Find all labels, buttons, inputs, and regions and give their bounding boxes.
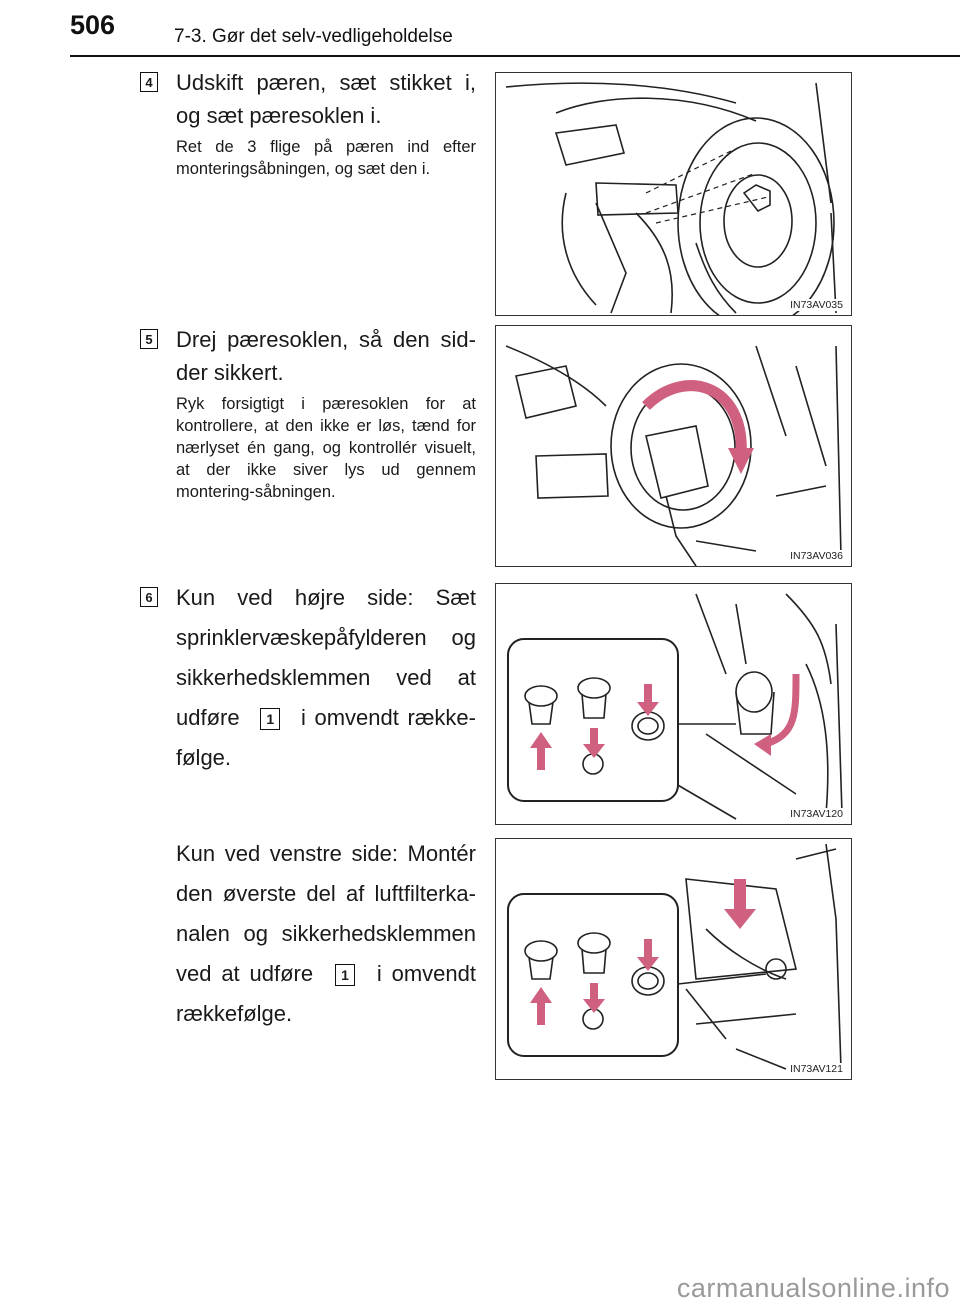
- step-5-detail: Ryk forsigtigt i pæresoklen for at kontrollere, at den ikke er løs, tænd for nærlyset én gang, og kontrollér visuelt, at der ikke siver lys ud gennem montering-såbningen.: [176, 395, 476, 501]
- figure-code: IN73AV120: [790, 808, 843, 820]
- figure-washer-filler: [495, 583, 852, 825]
- step-6-instruction-right: [176, 578, 476, 778]
- figure-bulb-insert: [495, 72, 852, 316]
- figure-code: IN73AV121: [790, 1063, 843, 1075]
- step-badge-6: 6: [140, 587, 158, 607]
- step-4-detail: Ret de 3 flige på pæren ind efter monteringsåbningen, og sæt den i.: [176, 138, 476, 178]
- header-rule: [70, 55, 960, 57]
- step-6-left-text-a: Kun ved venstre side: Montér den øverste del af luftfilterka-nalen og sikkerhedsklemmen ved at udføre: [176, 841, 476, 986]
- air-filter-duct-illustration: [496, 839, 851, 1079]
- watermark: carmanualsonline.info: [676, 1273, 950, 1303]
- page-header: [0, 0, 960, 56]
- bulb-rotate-illustration: [496, 326, 851, 566]
- figure-code: IN73AV036: [790, 550, 843, 562]
- step-ref-badge-1: 1: [260, 708, 280, 730]
- step-5-instruction: Drej pæresoklen, så den sid-der sikkert.: [176, 327, 476, 385]
- page-number: 506: [70, 10, 116, 40]
- step-6-text-b: i omvendt række-følge.: [176, 705, 476, 770]
- step-ref-badge-1: 1: [335, 964, 355, 986]
- step-badge-4: 4: [140, 72, 158, 92]
- step-badge-5: 5: [140, 329, 158, 349]
- bulb-insert-illustration: [496, 73, 851, 315]
- section-title: 7-3. Gør det selv-vedligeholdelse: [174, 26, 453, 47]
- step-6-instruction-left: [176, 834, 476, 1034]
- figure-air-filter-duct: [495, 838, 852, 1080]
- step-6-left-text-b: i omvendt rækkefølge.: [176, 961, 476, 1026]
- figure-code: IN73AV035: [790, 299, 843, 311]
- figure-bulb-rotate: [495, 325, 852, 567]
- washer-filler-illustration: [496, 584, 851, 824]
- step-4-instruction: Udskift pæren, sæt stikket i, og sæt pæresoklen i.: [176, 70, 476, 128]
- step-6-text-a: Kun ved højre side: Sæt sprinklervæskepåfylderen og sikkerhedsklemmen ved at udføre: [176, 585, 476, 730]
